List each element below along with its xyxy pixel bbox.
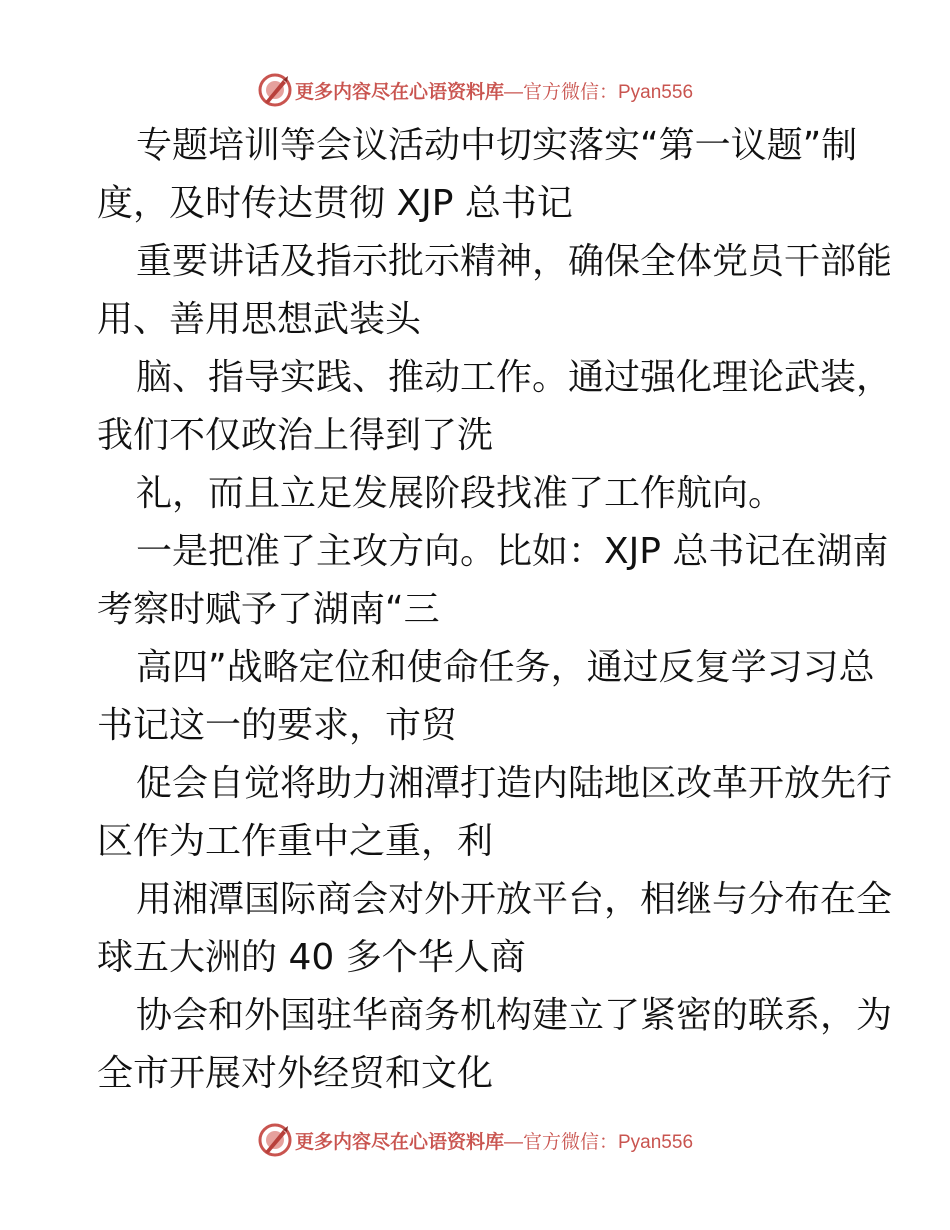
text-line-9: 考察时赋予了湖南“三 — [97, 589, 440, 630]
quill-logo-icon — [257, 72, 293, 108]
text-line-15: 球五大洲的 40 多个华人商 — [97, 937, 526, 978]
text-line-14: 用湘潭国际商会对外开放平台，相继与分布在全 — [136, 879, 893, 920]
text-line-6: 我们不仅政治上得到了洗 — [97, 415, 494, 456]
text-line-2: 度，及时传达贯彻 XJP 总书记 — [97, 183, 573, 224]
footer-contact-text: —官方微信：Pyan556 — [504, 1131, 694, 1153]
text-line-3: 重要讲话及指示批示精神，确保全体党员干部能 — [136, 241, 893, 282]
text-line-4: 用、善用思想武装头 — [97, 299, 422, 340]
text-line-13: 区作为工作重中之重，利 — [97, 821, 494, 862]
quill-logo-icon — [257, 1122, 293, 1158]
header-contact-text: —官方微信：Pyan556 — [504, 81, 694, 103]
text-line-11: 书记这一的要求，市贸 — [97, 705, 458, 746]
text-line-10: 高四”战略定位和使命任务，通过反复学习习总 — [136, 647, 875, 688]
text-line-7: 礼，而且立足发展阶段找准了工作航向。 — [136, 473, 785, 514]
footer-site-text: 更多内容尽在心语资料库 — [294, 1130, 504, 1153]
text-line-1: 专题培训等会议活动中切实落实“第一议题”制 — [136, 125, 858, 166]
header-site-text: 更多内容尽在心语资料库 — [294, 80, 504, 103]
text-line-12: 促会自觉将助力湘潭打造内陆地区改革开放先行 — [136, 763, 893, 804]
text-line-16: 协会和外国驻华商务机构建立了紧密的联系，为 — [136, 995, 893, 1036]
text-line-8: 一是把准了主攻方向。比如：XJP 总书记在湖南 — [136, 531, 889, 572]
text-line-17: 全市开展对外经贸和文化 — [97, 1053, 494, 1094]
footer-banner — [0, 1120, 950, 1160]
header-banner — [0, 70, 950, 110]
text-line-5: 脑、指导实践、推动工作。通过强化理论武装， — [136, 357, 893, 398]
